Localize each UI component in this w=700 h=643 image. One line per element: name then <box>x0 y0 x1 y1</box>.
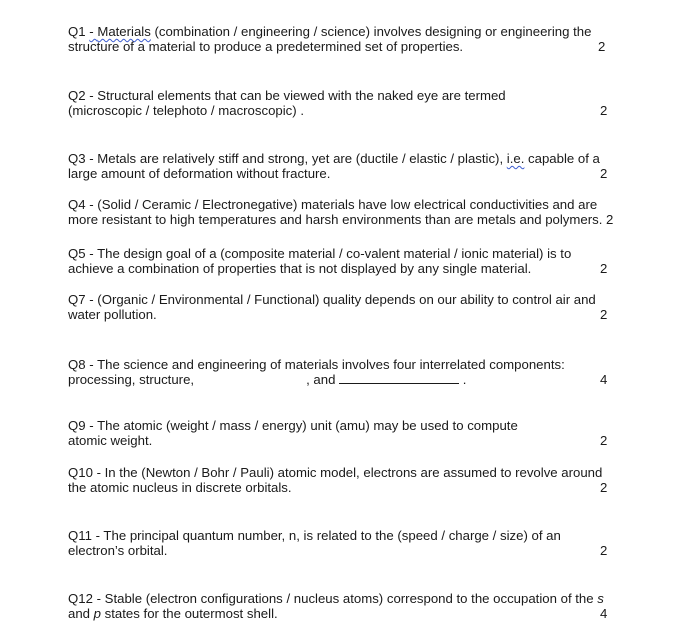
question-q7-points: 2 <box>600 307 608 322</box>
question-q4-line2-text: more resistant to high temperatures and harsh environments than are metals and polymers. 2 <box>68 212 614 227</box>
question-q12-line2-b: states for the outermost shell. <box>101 606 278 621</box>
question-q3-line1 <box>68 151 628 166</box>
question-q1-points: 2 <box>598 39 606 54</box>
question-q4-line1-text: Q4 - (Solid / Ceramic / Electronegative) materials have low electrical conductivities and are <box>68 197 598 212</box>
question-q3-line1-a: Q3 - Metals are relatively stiff and strong, yet are (ductile / elastic / plastic), <box>68 151 507 166</box>
question-q2-line2 <box>68 103 628 118</box>
question-q3 <box>68 151 628 181</box>
question-q8-line2-b: , and <box>306 372 336 387</box>
question-q1-prefix: Q1 <box>68 24 90 39</box>
question-q3-line1-b: capable of a <box>524 151 600 166</box>
question-q2 <box>68 88 628 118</box>
question-q11-line1-text: Q11 - The principal quantum number, n, is related to the (speed / charge / size) of an <box>68 528 561 543</box>
question-q11-line1 <box>68 528 628 543</box>
question-q8-line1-text: Q8 - The science and engineering of materials involves four interrelated components: <box>68 357 565 372</box>
question-q8-line2 <box>68 372 628 387</box>
question-q11-line2 <box>68 543 628 558</box>
question-q1-term <box>89 24 151 39</box>
question-q7-line2 <box>68 307 628 322</box>
question-q1-line2-text: structure of a material to produce a predetermined set of properties. <box>68 39 464 54</box>
question-q3-ie: i.e. <box>506 151 525 166</box>
question-q5 <box>68 246 628 276</box>
question-q4-line2 <box>68 212 628 227</box>
question-q12-line1 <box>68 591 628 606</box>
question-q5-line1-text: Q5 - The design goal of a (composite material / co-valent material / ionic material) is to <box>68 246 572 261</box>
question-q10 <box>68 465 628 495</box>
question-q2-line2-text: (microscopic / telephoto / macroscopic) . <box>68 103 304 118</box>
question-q9-line2 <box>68 433 628 448</box>
question-q1-line1-rest: (combination / engineering / science) involves designing or engineering the <box>150 24 592 39</box>
question-q10-points: 2 <box>600 480 608 495</box>
question-q12-s-italic: s <box>597 591 604 606</box>
question-q7-line1-text: Q7 - (Organic / Environmental / Functional) quality depends on our ability to control air and <box>68 292 596 307</box>
question-q9-line1-text: Q9 - The atomic (weight / mass / energy) unit (amu) may be used to compute <box>68 418 518 433</box>
question-q1-dash: - <box>89 24 98 39</box>
question-q3-line2-text: large amount of deformation without fracture. <box>68 166 331 181</box>
question-q12-p-italic: p <box>93 606 102 621</box>
question-q3-points: 2 <box>600 166 608 181</box>
question-q2-points: 2 <box>600 103 608 118</box>
question-q2-line1 <box>68 88 628 103</box>
question-q10-line2 <box>68 480 628 495</box>
question-q10-line1 <box>68 465 628 480</box>
question-q8-points: 4 <box>600 372 608 387</box>
question-q11 <box>68 528 628 558</box>
question-q9 <box>68 418 628 448</box>
question-q12 <box>68 591 628 621</box>
question-q5-line2-text: achieve a combination of properties that is not displayed by any single material. <box>68 261 532 276</box>
question-q12-line2 <box>68 606 628 621</box>
question-q11-line2-text: electron’s orbital. <box>68 543 168 558</box>
question-q12-points: 4 <box>600 606 608 621</box>
question-q3-line2 <box>68 166 628 181</box>
question-q7-line2-text: water pollution. <box>68 307 157 322</box>
question-q11-points: 2 <box>600 543 608 558</box>
question-q4-line1 <box>68 197 628 212</box>
question-q12-line2-a: and <box>68 606 94 621</box>
question-q1-line2 <box>68 39 628 54</box>
question-q10-line1-text: Q10 - In the (Newton / Bohr / Pauli) atomic model, electrons are assumed to revolve around <box>68 465 603 480</box>
question-q1 <box>68 24 628 54</box>
question-q9-line2-text: atomic weight. <box>68 433 153 448</box>
question-q9-line1 <box>68 418 628 433</box>
question-q7 <box>68 292 628 322</box>
question-q2-line1-text: Q2 - Structural elements that can be viewed with the naked eye are termed <box>68 88 506 103</box>
question-q9-points: 2 <box>600 433 608 448</box>
question-q8-line2-end: . <box>462 372 467 387</box>
question-q10-line2-text: the atomic nucleus in discrete orbitals. <box>68 480 292 495</box>
question-q8-line2-a: processing, structure, <box>68 372 195 387</box>
question-q7-line1 <box>68 292 628 307</box>
question-q8-line1 <box>68 357 628 372</box>
question-q5-points: 2 <box>600 261 608 276</box>
question-q1-term-text: Materials <box>97 24 151 39</box>
question-q12-line1-a: Q12 - Stable (electron configurations / nucleus atoms) correspond to the occupation of the <box>68 591 598 606</box>
question-q5-line1 <box>68 246 628 261</box>
question-q4 <box>68 197 628 227</box>
question-q1-line1 <box>68 24 628 39</box>
question-q8-blank-2 <box>339 372 459 384</box>
question-q8 <box>68 357 628 387</box>
question-q5-line2 <box>68 261 628 276</box>
